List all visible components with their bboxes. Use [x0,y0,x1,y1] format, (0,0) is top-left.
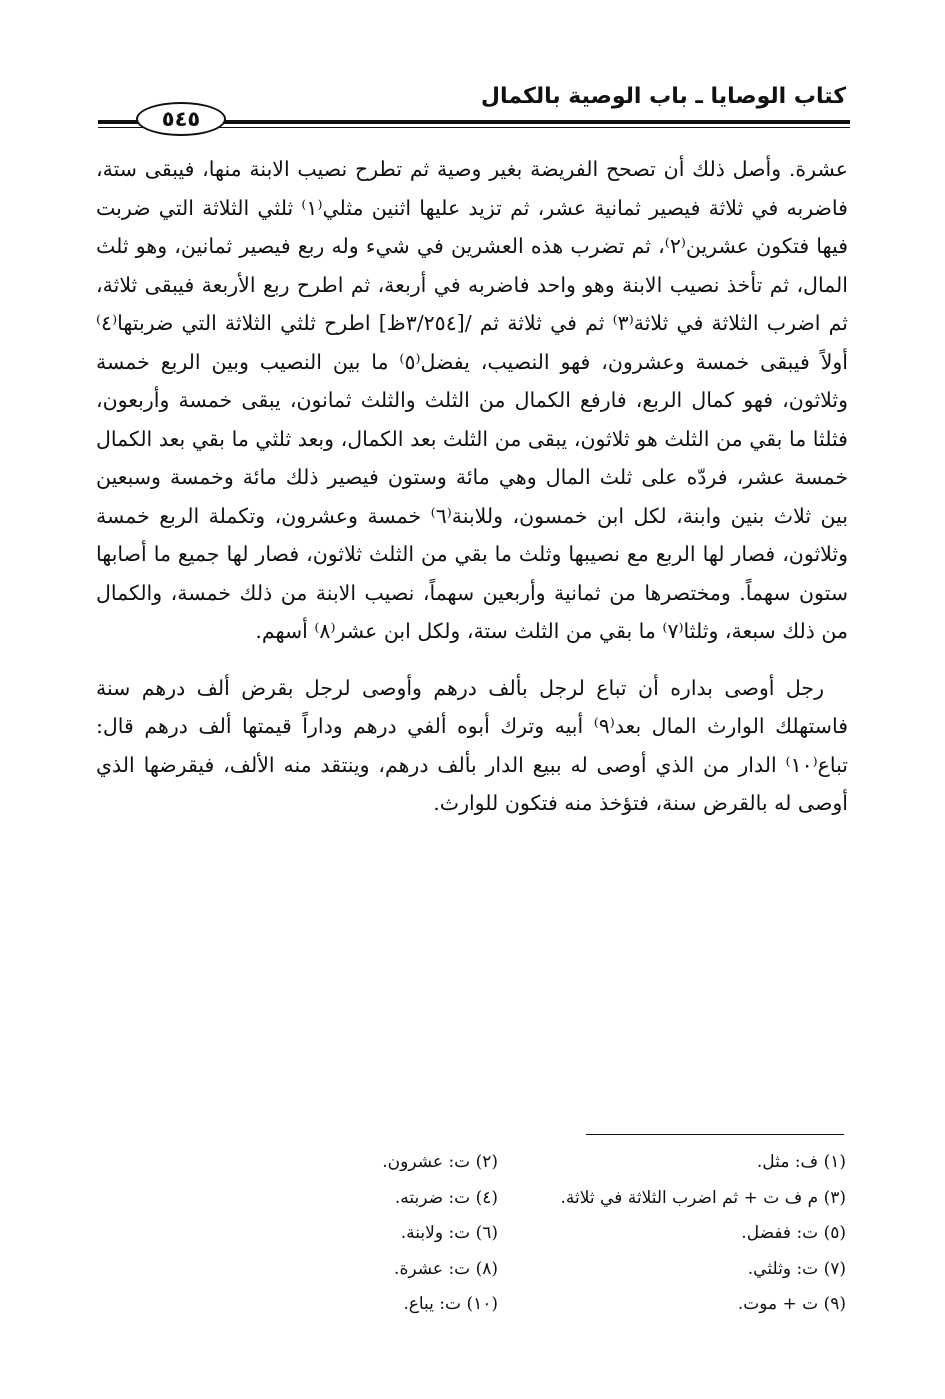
footnote-5: (٥) ت: ففضل. [741,1223,846,1243]
paragraph-2: رجل أوصى بداره أن تباع لرجل بألف درهم وأوصى لرجل بقرض ألف درهم سنة فاستهلك الوارث المال بعد⁽٩⁾ أبيه وترك أبوه ألفي درهم وداراً قيمتها ألف درهم قال: تباع⁽١٠⁾ الدار من الذي أوصى له ببيع الدار بألف درهم، وينتقد منه الألف، فيقرضها الذي أوصى له بالقرض سنة، فتؤخذ منه فتكون للوارث. [96,675,848,815]
running-title: كتاب الوصايا ـ باب الوصية بالكمال [480,84,846,109]
main-text [96,150,848,823]
footnote-9: (٩) ت + موت. [737,1294,846,1314]
footnote-separator [586,1134,844,1135]
footnote-7: (٧) ت: وثلثي. [747,1258,846,1279]
footnote-10: (١٠) ت: يباع. [403,1294,498,1314]
footnote-6: (٦) ت: ولابنة. [400,1223,498,1243]
footnote-3: (٣) م ف ت + ثم اضرب الثلاثة في ثلاثة. [560,1187,846,1208]
running-header [98,82,850,132]
page-number: ٥٤٥ [136,102,226,136]
paragraph-1: عشرة. وأصل ذلك أن تصحح الفريضة بغير وصية ثم تطرح نصيب الابنة منها، فيبقى ستة، فاضربه في ثلاثة فيصير ثمانية عشر، ثم تزيد عليها اثنين مثلي⁽١⁾ ثلثي الثلاثة التي ضربت فيها فتكون عشرين⁽٢⁾، ثم تضرب هذه العشرين في شيء وله ربع فيصير ثمانين، وهو ثلث المال، ثم تأخذ نصيب الابنة وهو واحد فاضربه في أربعة، ثم اطرح ربع الأربعة فيبقى ثلاثة، ثم اضرب الثلاثة في ثلاثة⁽٣⁾ ثم في ثلاثة ثم /[٣/٢٥٤ظ] اطرح ثلثي الثلاثة التي ضربتها⁽٤⁾ أولاً فيبقى خمسة وعشرون، فهو النصيب، يفضل⁽٥⁾ ما بين النصيب وبين الربع خمسة وثلاثون، فهو كمال الربع، فارفع الكمال من الثلث والثلث ثمانون، يبقى خمسة وأربعون، فثلثا ما بقي من الثلث هو ثلاثون، يبقى من الثلث بعد الكمال، وبعد ثلثي ما بقي بعد الكمال خمسة عشر، فردّه على ثلث المال وهي مائة وستون فيصير ذلك مائة وخمسة وسبعين بين ثلاث بنين وابنة، لكل ابن خمسون، وللابنة⁽٦⁾ خمسة وعشرون، وتكملة الربع خمسة وثلاثون، فصار لها الربع مع نصيبها وثلث ما بقي من الثلث ثلاثون، فصار لها جميع ما أصابها ستون سهماً. ومختصرها من ثمانية وأربعين سهماً، نصيب الابنة من ذلك خمسة، والكمال من ذلك سبعة، وثلثا⁽٧⁾ ما بقي من الثلث ستة، ولكل ابن عشر⁽٨⁾ أسهم. [96,157,848,643]
footnote-2: (٢) ت: عشرون. [382,1152,498,1172]
footnotes [150,1148,846,1326]
footnote-8: (٨) ت: عشرة. [394,1258,498,1279]
footnote-1: (١) ف: مثل. [756,1152,846,1172]
footnote-4: (٤) ت: ضربته. [394,1187,498,1208]
